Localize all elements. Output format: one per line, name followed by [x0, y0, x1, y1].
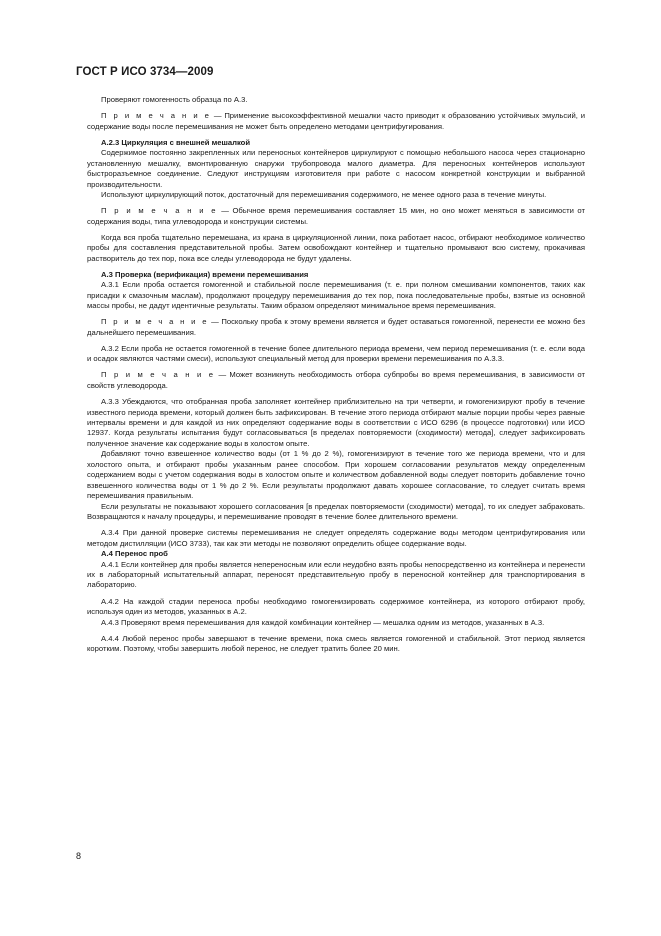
paragraph: А.3.4 При данной проверке системы перемешивания не следует определять содержание воды методом центрифугирования или методом дистилляции (ИСО 3733), так как эти методы не позволяют определить общее содержание воды.	[87, 528, 585, 548]
note-text: — Применение высокоэффективной мешалки часто приводит к образованию устойчивых эмульсий, и содержание воды после перемешивания не может быть определено методами центрифугирования.	[87, 111, 585, 131]
note-paragraph	[87, 111, 585, 132]
page-number: 8	[76, 851, 82, 861]
paragraph: Если результаты не показывают хорошего согласования [в пределах повторяемости (сходимости) метода], то их следует забраковать. Возвращаются к началу процедуры, и перемешивание проводят в течение более длительного времени.	[87, 501, 585, 522]
paragraph: Проверяют гомогенность образца по А.3.	[101, 95, 248, 104]
paragraph: А.4.1 Если контейнер для пробы является непереносным или если неудобно взять пробы непосредственно из контейнера и перенести их в лабораторный испытательный аппарат, переносят представительную пробу в переносной контейнер для транспортирования в лабораторию.	[87, 559, 585, 590]
document-body	[87, 95, 585, 660]
section-heading: А.4 Перенос проб	[101, 549, 168, 559]
note-label: П р и м е ч а н и е	[101, 206, 218, 216]
note-label: П р и м е ч а н и е	[101, 111, 211, 121]
paragraph: А.4.3 Проверяют время перемешивания для каждой комбинации контейнер — мешалка одним из методов, указанных в А.3.	[101, 617, 545, 627]
paragraph: Когда вся проба тщательно перемешана, из крана в циркуляционной линии, пока работает насос, отбирают необходимое количество пробы для составления представительной пробы. Затем освобождают контейнер и тщательно промывают всю систему, прокачивая растворитель до тех пор, пока все следы углеводорода не будут удалены.	[87, 232, 585, 263]
section-heading: А.2.3 Циркуляция с внешней мешалкой	[101, 137, 251, 147]
note-paragraph	[87, 317, 585, 338]
note-label: П р и м е ч а н и е	[101, 370, 216, 380]
paragraph: А.4.4 Любой перенос пробы завершают в течение времени, пока смесь является гомогенной и стабильной. Этот период является коротким. Поэтому, чтобы завершить любой перенос, не следует тратить более 20 мин.	[87, 633, 585, 654]
note-text: — Поскольку проба к этому времени является и будет оставаться гомогенной, перенести ее можно без дальнейшего перемешивания.	[87, 317, 585, 337]
paragraph: Используют циркулирующий поток, достаточный для перемешивания содержимого, не менее одного раза в течение минуты.	[101, 190, 547, 199]
note-text: — Может возникнуть необходимость отбора субпробы во время перемешивания, в зависимости от свойств углеводорода.	[87, 370, 585, 390]
paragraph: А.3.1 Если проба остается гомогенной и стабильной после перемешивания (т. е. при полном смешивании компонентов, таких как присадки к смазочным маслам), продолжают процедуру перемешивания до тех пор, пока последовательные пробы, взятые из основной массы пробы, не дадут идентичные результаты. Таким образом определяют минимальное время перемешивания.	[87, 280, 585, 311]
paragraph: А.3.2 Если проба не остается гомогенной в течение более длительного периода времени, чем период перемешивания (т. е. если вода и осадок являются частями смеси), используют специальный метод для проверки времени перемешивания по А.3.3.	[87, 343, 585, 364]
note-text: — Обычное время перемешивания составляет 15 мин, но оно может меняться в зависимости от содержания воды, типа углеводорода и конструкции системы.	[87, 206, 585, 226]
paragraph: А.3.3 Убеждаются, что отобранная проба заполняет контейнер приблизительно на три четверти, и гомогенизируют пробу в течение известного периода времени, который должен быть зафиксирован. В течение этого периода отбирают малые порции пробы через равные интервалы времени и для каждой из них определяют содержание воды в соответствии с ИСО 6296 (в процессе подготовки) или ИСО 12937. Когда результаты испытания будут согласовываться [в пределах повторяемости (сходимости) метода], следует зафиксировать полученное значение как содержание воды в холостом опыте.	[87, 397, 585, 448]
paragraph: А.4.2 На каждой стадии переноса пробы необходимо гомогенизировать содержимое контейнера, из которого отбирают пробу, используя один из методов, указанных в А.2.	[87, 596, 585, 617]
note-label: П р и м е ч а н и е	[101, 317, 209, 327]
note-paragraph	[87, 370, 585, 391]
page-header: ГОСТ Р ИСО 3734—2009	[76, 66, 214, 78]
section-heading: А.3 Проверка (верификация) времени перемешивания	[101, 269, 309, 279]
paragraph: Добавляют точно взвешенное количество воды (от 1 % до 2 %), гомогенизируют в течение того же периода времени, что и для холостого опыта, и отбирают пробы указанным ранее способом. При хорошем согласовании результатов между определенным содержанием воды с учетом содержания воды в холостом опыте и количеством добавленной воды следует повторить добавление точно взвешенного количества воды от 1 % до 2 %. Если результаты продолжают давать хорошее согласование, то следует считать время перемешивания правильным.	[87, 449, 585, 501]
note-paragraph	[87, 206, 585, 227]
paragraph: Содержимое постоянно закрепленных или переносных контейнеров циркулируют с помощью небольшого насоса через стационарно установленную мешалку, вмонтированную снаружи трубопровода малого диаметра. Для переносных контейнеров используют быстроразъемное соединение. Следуют инструкциям изготовителя при работе с насосом конкретной конструкции и выбранной производительности.	[87, 148, 585, 189]
